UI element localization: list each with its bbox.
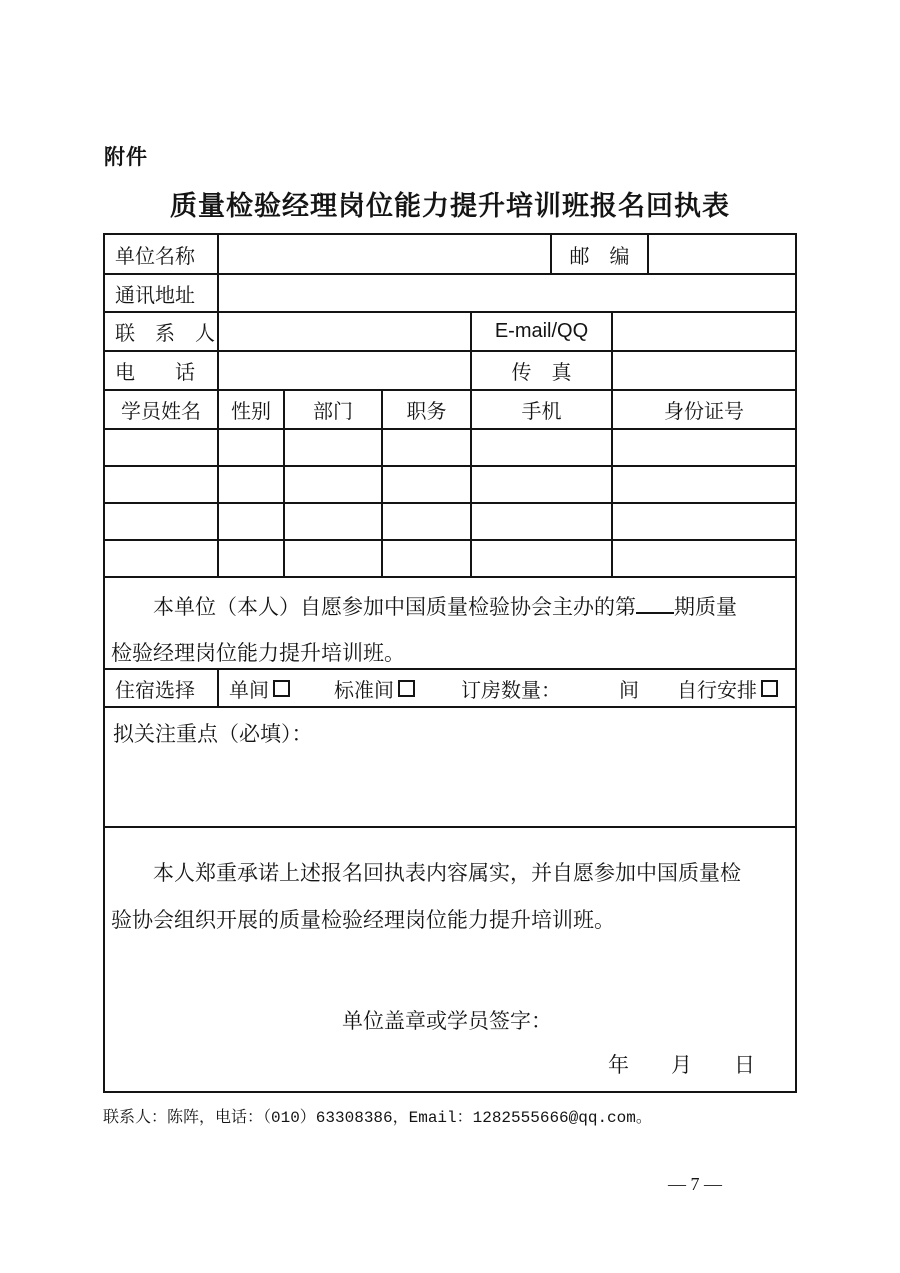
student-row-3 <box>105 504 795 541</box>
row-contact <box>105 313 795 352</box>
student-table-header-row <box>105 391 795 430</box>
student-row-2 <box>105 467 795 504</box>
page-title: 质量检验经理岗位能力提升培训班报名回执表 <box>170 191 730 221</box>
session-number-blank <box>636 593 674 614</box>
standard-room-checkbox <box>398 680 415 697</box>
accommodation-label: 住宿选择 <box>105 670 219 706</box>
unit-name-field <box>219 235 552 273</box>
student-name-cell <box>105 467 219 502</box>
position-cell <box>383 467 472 502</box>
position-cell <box>383 541 472 576</box>
declaration-text-before: 本单位（本人）自愿参加中国质量检验协会主办的第 <box>153 596 636 619</box>
signature-label: 单位盖章或学员签字： <box>342 1010 552 1033</box>
single-room-option: 单间 <box>229 679 269 702</box>
mobile-cell <box>472 430 613 465</box>
student-row-1 <box>105 430 795 467</box>
id-number-header: 身份证号 <box>664 401 744 423</box>
fax-field <box>613 352 795 389</box>
id-number-cell <box>613 430 795 465</box>
page-number: — 7 — <box>668 1174 722 1194</box>
standard-room-option: 标准间 <box>334 679 394 702</box>
single-room-checkbox <box>273 680 290 697</box>
phone-label: 电 话 <box>105 352 219 389</box>
id-number-cell <box>613 541 795 576</box>
accommodation-options <box>219 670 795 706</box>
quantity-unit-label: 间 <box>619 679 639 702</box>
student-name-cell <box>105 430 219 465</box>
focus-row <box>105 708 795 828</box>
mobile-header: 手机 <box>472 391 613 428</box>
contact-person-label: 联 系 人 <box>105 313 219 350</box>
email-qq-label: E-mail/QQ <box>472 313 613 350</box>
focus-points-label: 拟关注重点（必填）： <box>113 723 313 746</box>
student-name-cell <box>105 541 219 576</box>
attachment-label: 附件 <box>104 146 148 169</box>
gender-cell <box>219 504 285 539</box>
department-cell <box>285 467 383 502</box>
self-arrange-checkbox <box>761 680 778 697</box>
address-field <box>219 275 795 311</box>
student-name-cell <box>105 504 219 539</box>
department-cell <box>285 541 383 576</box>
accommodation-row <box>105 670 795 708</box>
registration-form-table <box>103 233 797 1093</box>
declaration-paragraph <box>105 578 795 668</box>
gender-cell <box>219 467 285 502</box>
address-label: 通讯地址 <box>105 275 219 311</box>
date-line: 年 月 日 <box>608 1054 755 1077</box>
mobile-cell <box>472 504 613 539</box>
fax-label: 传 真 <box>472 352 613 389</box>
mobile-cell <box>472 541 613 576</box>
email-qq-field <box>613 313 795 350</box>
position-cell <box>383 430 472 465</box>
pledge-paragraph: 本人郑重承诺上述报名回执表内容属实，并自愿参加中国质量检验协会组织开展的质量检验经理岗位能力提升培训班。 <box>111 862 741 932</box>
row-phone <box>105 352 795 391</box>
id-number-cell <box>613 467 795 502</box>
row-unit-name <box>105 235 795 275</box>
pledge-cell <box>105 828 795 1091</box>
department-cell <box>285 430 383 465</box>
unit-name-label: 单位名称 <box>105 235 219 273</box>
gender-cell <box>219 541 285 576</box>
department-header: 部门 <box>285 391 383 428</box>
postal-code-label: 邮 编 <box>552 235 649 273</box>
mobile-cell <box>472 467 613 502</box>
department-cell <box>285 504 383 539</box>
pledge-row <box>105 828 795 1091</box>
phone-field <box>219 352 472 389</box>
self-arrange-option: 自行安排 <box>677 679 757 702</box>
position-cell <box>383 504 472 539</box>
declaration-row <box>105 578 795 670</box>
contact-person-field <box>219 313 472 350</box>
gender-header: 性别 <box>219 391 285 428</box>
booking-quantity-label: 订房数量： <box>461 679 561 702</box>
declaration-text-after: 期质量检验经理岗位能力提升培训班。 <box>111 596 737 665</box>
row-address <box>105 275 795 313</box>
student-row-4 <box>105 541 795 578</box>
contact-note: 联系人：陈阵，电话：（010）63308386，Email：1282555666@qq.com。 <box>103 1109 652 1127</box>
postal-code-field <box>649 235 795 273</box>
gender-cell <box>219 430 285 465</box>
position-header: 职务 <box>383 391 472 428</box>
student-name-header: 学员姓名 <box>105 391 219 428</box>
id-number-cell <box>613 504 795 539</box>
